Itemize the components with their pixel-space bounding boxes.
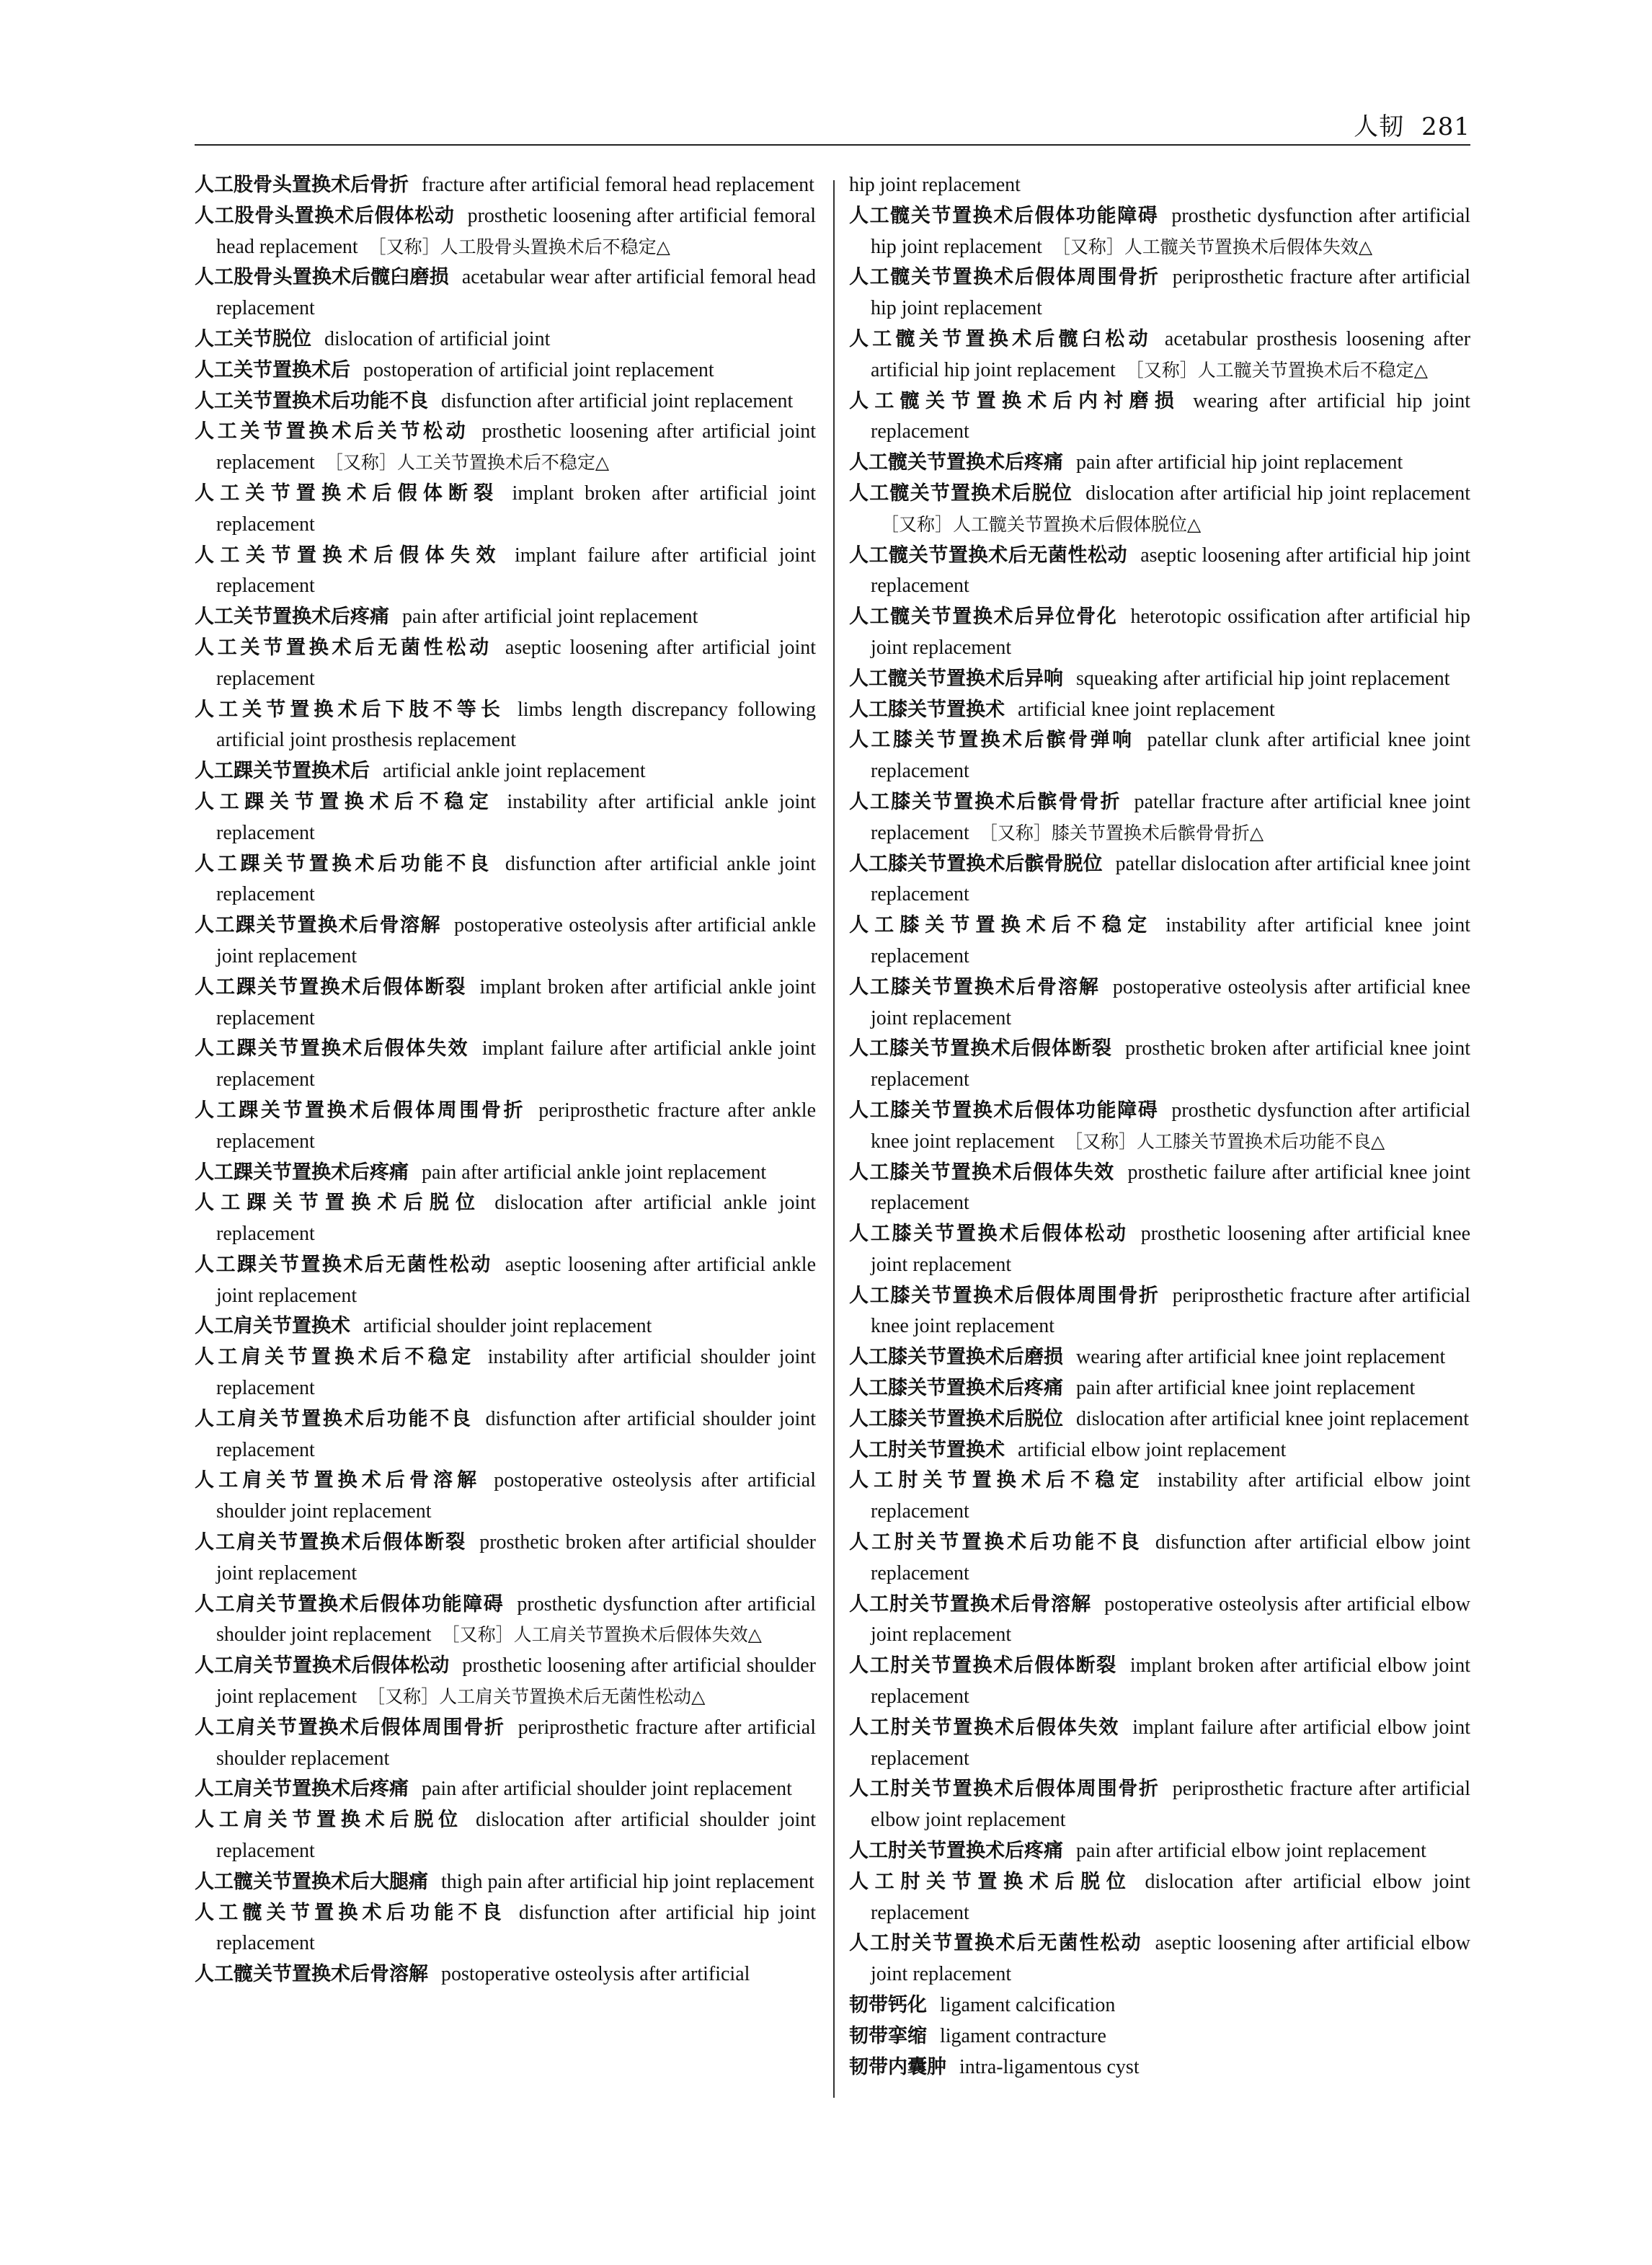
entry-english: dislocation of artificial joint bbox=[324, 327, 551, 350]
entry-english: aseptic loosening after artificial ankle joint replacement bbox=[216, 1253, 817, 1307]
entry-english: wearing after artificial knee joint replacement bbox=[1076, 1346, 1446, 1369]
entry-term: 人工肩关节置换术后假体断裂 bbox=[195, 1531, 467, 1554]
entry-term: 人工膝关节置换术后假体松动 bbox=[849, 1223, 1128, 1246]
glossary-entry bbox=[849, 324, 1470, 386]
entry-term: 人工髋关节置换术后大腿痛 bbox=[195, 1870, 428, 1893]
running-head bbox=[1354, 107, 1470, 142]
glossary-entry bbox=[849, 849, 1470, 911]
glossary-entry bbox=[195, 972, 816, 1034]
entry-english: dislocation after artificial shoulder joint replacement bbox=[216, 1809, 816, 1863]
entry-english: disfunction after artificial ankle joint replacement bbox=[216, 852, 817, 906]
entry-english: artificial knee joint replacement bbox=[1018, 698, 1275, 721]
entry-english: prosthetic loosening after artificial joint replacement bbox=[216, 420, 816, 474]
entry-english: periprosthetic fracture after artificial elbow joint replacement bbox=[871, 1778, 1471, 1832]
glossary-entry bbox=[195, 1466, 816, 1528]
entry-english: postoperative osteolysis after artificial ankle joint replacement bbox=[216, 914, 816, 967]
entry-term: 人工膝关节置换术后假体功能障碍 bbox=[849, 1099, 1159, 1122]
entry-english: dislocation after artificial knee joint replacement bbox=[1076, 1407, 1469, 1430]
glossary-entry bbox=[849, 1590, 1470, 1652]
entry-alias: ［又称］膝关节置换术后髌骨骨折△ bbox=[979, 822, 1264, 843]
glossary-entry bbox=[195, 1713, 816, 1775]
entry-english: patellar clunk after artificial knee joint replacement bbox=[871, 729, 1471, 783]
entry-term: 人工关节置换术后功能不良 bbox=[195, 389, 428, 412]
entry-term: 人工膝关节置换术后脱位 bbox=[849, 1407, 1063, 1430]
glossary-entry bbox=[195, 479, 816, 541]
entry-english: pain after artificial joint replacement bbox=[402, 606, 698, 629]
entry-english: instability after artificial elbow joint replacement bbox=[871, 1469, 1470, 1523]
entry-english: postoperative osteolysis after artificial knee joint replacement bbox=[871, 975, 1471, 1029]
glossary-entry bbox=[195, 1805, 816, 1867]
glossary-entry bbox=[849, 725, 1470, 787]
entry-english: aseptic loosening after artificial joint replacement bbox=[216, 636, 817, 690]
entry-term: 人工肩关节置换术后假体周围骨折 bbox=[195, 1716, 505, 1739]
entry-english: aseptic loosening after artificial elbow joint replacement bbox=[871, 1932, 1471, 1986]
glossary-entry bbox=[195, 910, 816, 972]
entry-english: intra-ligamentous cyst bbox=[959, 2055, 1140, 2078]
entry-term: 人工髋关节置换术后异位骨化 bbox=[849, 606, 1118, 629]
entry-alias: ［又称］人工膝关节置换术后功能不良△ bbox=[1065, 1130, 1385, 1152]
entry-term: 人工膝关节置换术后假体周围骨折 bbox=[849, 1284, 1160, 1307]
glossary-entry bbox=[849, 664, 1470, 695]
glossary-entry bbox=[849, 1928, 1470, 1990]
entry-term: 人工肘关节置换术后疼痛 bbox=[849, 1840, 1063, 1863]
entry-alias: ［又称］人工肩关节置换术后假体失效△ bbox=[441, 1624, 762, 1646]
entry-alias: ［又称］人工髋关节置换术后不稳定△ bbox=[1125, 359, 1428, 381]
entry-english: implant failure after artificial ankle joint replacement bbox=[216, 1037, 816, 1091]
entry-term: 人工关节置换术后 bbox=[195, 358, 350, 381]
entry-english: prosthetic loosening after artificial knee joint replacement bbox=[871, 1223, 1471, 1276]
entry-term: 人工踝关节置换术后假体断裂 bbox=[195, 975, 467, 998]
glossary-entry bbox=[195, 324, 816, 355]
glossary-entry bbox=[849, 479, 1470, 541]
entry-alias: ［又称］人工髋关节置换术后假体失效△ bbox=[1052, 236, 1373, 257]
entry-term: 人工踝关节置换术后无菌性松动 bbox=[195, 1253, 492, 1276]
entry-term: 人工踝关节置换术后不稳定 bbox=[195, 790, 494, 813]
glossary-entry bbox=[195, 1404, 816, 1466]
entry-term: 人工肩关节置换术后骨溶解 bbox=[195, 1469, 481, 1492]
entry-term: 人工髋关节置换术后功能不良 bbox=[195, 1901, 506, 1924]
entry-term: 人工股骨头置换术后髋臼磨损 bbox=[195, 266, 449, 289]
entry-term: 人工肘关节置换术后不稳定 bbox=[849, 1469, 1145, 1492]
entry-term: 人工踝关节置换术后 bbox=[195, 760, 370, 783]
entry-english: instability after artificial shoulder joint replacement bbox=[216, 1346, 816, 1400]
glossary-entry bbox=[195, 1188, 816, 1250]
glossary-entry bbox=[195, 262, 816, 324]
entry-english: instability after artificial knee joint replacement bbox=[871, 914, 1470, 967]
entry-english: pain after artificial shoulder joint replacement bbox=[422, 1778, 792, 1801]
entry-english: prosthetic dysfunction after artificial hip joint replacement bbox=[871, 204, 1471, 258]
entry-english: periprosthetic fracture after artificial hip joint replacement bbox=[871, 266, 1471, 320]
entry-term: 人工肩关节置换术后疼痛 bbox=[195, 1778, 409, 1801]
entry-english: periprosthetic fracture after artificial knee joint replacement bbox=[871, 1284, 1471, 1338]
entry-term: 人工踝关节置换术后功能不良 bbox=[195, 852, 492, 875]
entry-english: prosthetic failure after artificial knee joint replacement bbox=[871, 1161, 1471, 1215]
glossary-entry bbox=[195, 1250, 816, 1312]
entry-english: fracture after artificial femoral head replacement bbox=[422, 174, 814, 196]
glossary-entry bbox=[849, 1373, 1470, 1404]
entry-english: acetabular wear after artificial femoral head replacement bbox=[216, 266, 817, 320]
entry-term: 人工膝关节置换术后假体断裂 bbox=[849, 1037, 1113, 1060]
entry-term: 人工髋关节置换术后脱位 bbox=[849, 482, 1073, 505]
entry-alias: ［又称］人工髋关节置换术后假体脱位△ bbox=[881, 513, 1202, 535]
entry-term: 人工膝关节置换术后髌骨弹响 bbox=[849, 729, 1134, 752]
glossary-entry bbox=[849, 1034, 1470, 1096]
entry-term: 人工踝关节置换术后骨溶解 bbox=[195, 914, 441, 937]
entry-term: 人工髋关节置换术后内衬磨损 bbox=[849, 389, 1181, 412]
entry-english: acetabular prosthesis loosening after artificial hip joint replacement bbox=[871, 327, 1471, 381]
entry-term: 人工肘关节置换术后功能不良 bbox=[849, 1531, 1142, 1554]
glossary-entry bbox=[849, 1528, 1470, 1590]
entry-english: dislocation after artificial elbow joint replacement bbox=[871, 1870, 1471, 1924]
entry-term: 人工膝关节置换术后磨损 bbox=[849, 1346, 1063, 1369]
entry-term: 人工关节置换术后关节松动 bbox=[195, 420, 469, 443]
entry-term: 人工膝关节置换术后假体失效 bbox=[849, 1161, 1115, 1184]
glossary-entry bbox=[849, 1867, 1470, 1929]
glossary-entry bbox=[195, 170, 816, 201]
entry-english: pain after artificial knee joint replacement bbox=[1076, 1377, 1416, 1400]
glossary-entry bbox=[195, 1651, 816, 1713]
entry-english: heterotopic ossification after artificial hip joint replacement bbox=[871, 606, 1470, 659]
glossary-entry bbox=[195, 1096, 816, 1158]
entry-english: limbs length discrepancy following artificial joint prosthesis replacement bbox=[216, 698, 816, 752]
entry-english: implant broken after artificial elbow joint replacement bbox=[871, 1654, 1470, 1708]
entry-term: 人工肩关节置换术后假体松动 bbox=[195, 1654, 450, 1677]
entry-term: 人工肘关节置换术后无菌性松动 bbox=[849, 1932, 1142, 1955]
entry-term: 人工髋关节置换术后假体周围骨折 bbox=[849, 266, 1160, 289]
entry-english: patellar dislocation after artificial knee joint replacement bbox=[871, 852, 1471, 906]
entry-term: 人工髋关节置换术后假体功能障碍 bbox=[849, 204, 1159, 227]
entry-term: 人工肘关节置换术后假体断裂 bbox=[849, 1654, 1117, 1677]
entry-term: 人工关节置换术后下肢不等长 bbox=[195, 698, 505, 721]
glossary-entry bbox=[849, 386, 1470, 448]
glossary-entry bbox=[195, 1342, 816, 1404]
entry-term: 人工膝关节置换术后髌骨脱位 bbox=[849, 852, 1103, 875]
entry-english: postoperative osteolysis after artificial shoulder joint replacement bbox=[216, 1469, 816, 1523]
entry-english: postoperative osteolysis after artificial elbow joint replacement bbox=[871, 1592, 1470, 1646]
glossary-entry bbox=[849, 262, 1470, 324]
glossary-entry bbox=[849, 201, 1470, 263]
entry-english: pain after artificial elbow joint replacement bbox=[1076, 1840, 1426, 1863]
glossary-entry bbox=[195, 756, 816, 787]
glossary-entry bbox=[849, 1713, 1470, 1775]
entry-english: aseptic loosening after artificial hip joint replacement bbox=[871, 544, 1471, 598]
glossary-entry bbox=[195, 541, 816, 603]
entry-english: instability after artificial ankle joint replacement bbox=[216, 790, 816, 844]
entry-term: 人工膝关节置换术 bbox=[849, 698, 1005, 721]
entry-alias: ［又称］人工股骨头置换术后不稳定△ bbox=[368, 236, 670, 257]
entry-english: hip joint replacement bbox=[849, 174, 1021, 196]
entry-term: 人工肘关节置换术 bbox=[849, 1438, 1005, 1461]
entry-term: 韧带钙化 bbox=[849, 1994, 927, 2017]
page-header bbox=[195, 107, 1470, 147]
entry-term: 人工股骨头置换术后骨折 bbox=[195, 174, 409, 196]
entry-alias: ［又称］人工肩关节置换术后无菌性松动△ bbox=[367, 1686, 706, 1708]
glossary-entry bbox=[849, 695, 1470, 726]
entry-english: disfunction after artificial shoulder joint replacement bbox=[216, 1407, 816, 1461]
glossary-entry bbox=[849, 170, 1470, 201]
glossary-entry bbox=[849, 1774, 1470, 1836]
entry-english: prosthetic dysfunction after artificial knee joint replacement bbox=[871, 1099, 1471, 1153]
entry-term: 人工肘关节置换术后假体周围骨折 bbox=[849, 1778, 1160, 1801]
running-head-title: 人韧 bbox=[1354, 112, 1405, 141]
glossary-entry bbox=[849, 2052, 1470, 2083]
entry-english: implant broken after artificial joint replacement bbox=[216, 482, 816, 536]
entry-term: 人工关节置换术后疼痛 bbox=[195, 606, 389, 629]
glossary-entry bbox=[195, 1590, 816, 1652]
entry-term: 人工踝关节置换术后疼痛 bbox=[195, 1161, 409, 1184]
entry-term: 人工股骨头置换术后假体松动 bbox=[195, 204, 455, 227]
entry-english: artificial ankle joint replacement bbox=[383, 760, 646, 783]
entry-english: artificial elbow joint replacement bbox=[1018, 1438, 1287, 1461]
glossary-entry bbox=[195, 1158, 816, 1189]
entry-term: 人工踝关节置换术后假体失效 bbox=[195, 1037, 469, 1060]
glossary-entry bbox=[195, 1034, 816, 1096]
entry-term: 人工髋关节置换术后髋臼松动 bbox=[849, 327, 1152, 350]
glossary-entry bbox=[849, 448, 1470, 479]
glossary-entry bbox=[195, 787, 816, 849]
entry-english: prosthetic broken after artificial shoulder joint replacement bbox=[216, 1531, 816, 1584]
entry-english: prosthetic loosening after artificial femoral head replacement bbox=[216, 204, 816, 258]
glossary-entry bbox=[849, 1281, 1470, 1343]
entry-english: patellar fracture after artificial knee joint replacement bbox=[871, 790, 1470, 844]
glossary-entry bbox=[849, 1342, 1470, 1373]
glossary-entry bbox=[195, 602, 816, 633]
entry-english: thigh pain after artificial hip joint replacement bbox=[441, 1870, 814, 1893]
entry-english: wearing after artificial hip joint replacement bbox=[871, 389, 1470, 443]
glossary-entry bbox=[849, 541, 1470, 603]
entry-term: 人工关节脱位 bbox=[195, 327, 311, 350]
entry-term: 人工膝关节置换术后疼痛 bbox=[849, 1377, 1063, 1400]
entry-term: 人工肩关节置换术后脱位 bbox=[195, 1809, 463, 1832]
entry-term: 人工髋关节置换术后疼痛 bbox=[849, 451, 1063, 474]
entry-term: 人工关节置换术后假体断裂 bbox=[195, 482, 499, 505]
entry-english: disfunction after artificial elbow joint replacement bbox=[871, 1531, 1470, 1584]
glossary-entry bbox=[849, 1158, 1470, 1220]
entry-term: 人工膝关节置换术后骨溶解 bbox=[849, 975, 1100, 998]
glossary-entry bbox=[849, 2021, 1470, 2052]
entry-term: 人工踝关节置换术后假体周围骨折 bbox=[195, 1099, 526, 1122]
column-divider bbox=[833, 180, 835, 2098]
entry-alias: ［又称］人工关节置换术后不稳定△ bbox=[324, 452, 610, 474]
entry-english: dislocation after artificial hip joint replacement bbox=[1085, 482, 1471, 505]
entry-english: postoperation of artificial joint replacement bbox=[363, 358, 714, 381]
entry-english: pain after artificial ankle joint replacement bbox=[422, 1161, 767, 1184]
entry-english: pain after artificial hip joint replacement bbox=[1076, 451, 1403, 474]
entry-english: artificial shoulder joint replacement bbox=[363, 1315, 652, 1338]
entry-english: ligament contracture bbox=[940, 2024, 1106, 2047]
glossary-entry bbox=[849, 787, 1470, 849]
entry-term: 人工膝关节置换术后髌骨骨折 bbox=[849, 790, 1122, 813]
entry-term: 人工髋关节置换术后异响 bbox=[849, 667, 1063, 690]
glossary-entry bbox=[195, 355, 816, 386]
glossary-entry bbox=[195, 849, 816, 911]
entry-term: 人工肘关节置换术后脱位 bbox=[849, 1870, 1132, 1893]
glossary-entry bbox=[195, 1959, 816, 1990]
entry-term: 人工肘关节置换术后骨溶解 bbox=[849, 1592, 1092, 1615]
entry-english: implant broken after artificial ankle joint replacement bbox=[216, 975, 817, 1029]
entry-term: 人工肩关节置换术后功能不良 bbox=[195, 1407, 473, 1430]
glossary-entry bbox=[849, 1404, 1470, 1435]
entry-term: 人工肩关节置换术后不稳定 bbox=[195, 1346, 475, 1369]
glossary-entry bbox=[195, 1774, 816, 1805]
glossary-entry bbox=[849, 1990, 1470, 2021]
entry-term: 人工肩关节置换术 bbox=[195, 1315, 350, 1338]
entry-term: 人工髋关节置换术后骨溶解 bbox=[195, 1963, 428, 1986]
glossary-entry bbox=[195, 695, 816, 757]
entry-term: 人工膝关节置换术后不稳定 bbox=[849, 914, 1153, 937]
entry-english: prosthetic dysfunction after artificial shoulder joint replacement bbox=[216, 1592, 817, 1646]
entry-term: 人工关节置换术后假体失效 bbox=[195, 544, 502, 567]
entry-term: 人工肘关节置换术后假体失效 bbox=[849, 1716, 1120, 1739]
glossary-entry bbox=[195, 1867, 816, 1898]
page-number: 281 bbox=[1421, 112, 1470, 141]
right-column bbox=[849, 170, 1470, 2083]
glossary-entry bbox=[849, 972, 1470, 1034]
entry-english: postoperative osteolysis after artificial bbox=[441, 1963, 750, 1986]
entry-english: periprosthetic fracture after artificial shoulder replacement bbox=[216, 1716, 817, 1770]
entry-english: periprosthetic fracture after ankle replacement bbox=[216, 1099, 816, 1153]
glossary-entry bbox=[849, 910, 1470, 972]
entry-term: 人工髋关节置换术后无菌性松动 bbox=[849, 544, 1128, 567]
glossary-entry bbox=[849, 1219, 1470, 1281]
entry-term: 韧带挛缩 bbox=[849, 2024, 927, 2047]
glossary-entry bbox=[849, 1096, 1470, 1158]
entry-term: 韧带内囊肿 bbox=[849, 2055, 946, 2078]
glossary-entry bbox=[195, 386, 816, 417]
entry-term: 人工关节置换术后无菌性松动 bbox=[195, 636, 492, 659]
entry-english: squeaking after artificial hip joint replacement bbox=[1076, 667, 1450, 690]
entry-english: ligament calcification bbox=[940, 1994, 1116, 2017]
header-rule bbox=[195, 144, 1470, 146]
entry-term: 人工踝关节置换术后脱位 bbox=[195, 1192, 482, 1215]
left-column bbox=[195, 170, 816, 1990]
glossary-entry bbox=[849, 1651, 1470, 1713]
glossary-entry bbox=[849, 1466, 1470, 1528]
glossary-entry bbox=[195, 201, 816, 263]
glossary-entry bbox=[195, 1898, 816, 1960]
entry-english: prosthetic broken after artificial knee joint replacement bbox=[871, 1037, 1471, 1091]
glossary-entry bbox=[195, 1528, 816, 1590]
glossary-entry bbox=[849, 602, 1470, 664]
entry-english: dislocation after artificial ankle joint replacement bbox=[216, 1192, 816, 1246]
entry-english: implant failure after artificial elbow joint replacement bbox=[871, 1716, 1471, 1770]
entry-term: 人工肩关节置换术后假体功能障碍 bbox=[195, 1592, 505, 1615]
entry-english: implant failure after artificial joint replacement bbox=[216, 544, 816, 598]
glossary-entry bbox=[849, 1836, 1470, 1867]
entry-english: disfunction after artificial hip joint replacement bbox=[216, 1901, 817, 1955]
entry-english: disfunction after artificial joint replacement bbox=[441, 389, 794, 412]
glossary-entry bbox=[195, 633, 816, 695]
entry-english: prosthetic loosening after artificial shoulder joint replacement bbox=[216, 1654, 817, 1708]
glossary-entry bbox=[195, 417, 816, 479]
glossary-entry bbox=[849, 1435, 1470, 1466]
glossary-entry bbox=[195, 1311, 816, 1342]
